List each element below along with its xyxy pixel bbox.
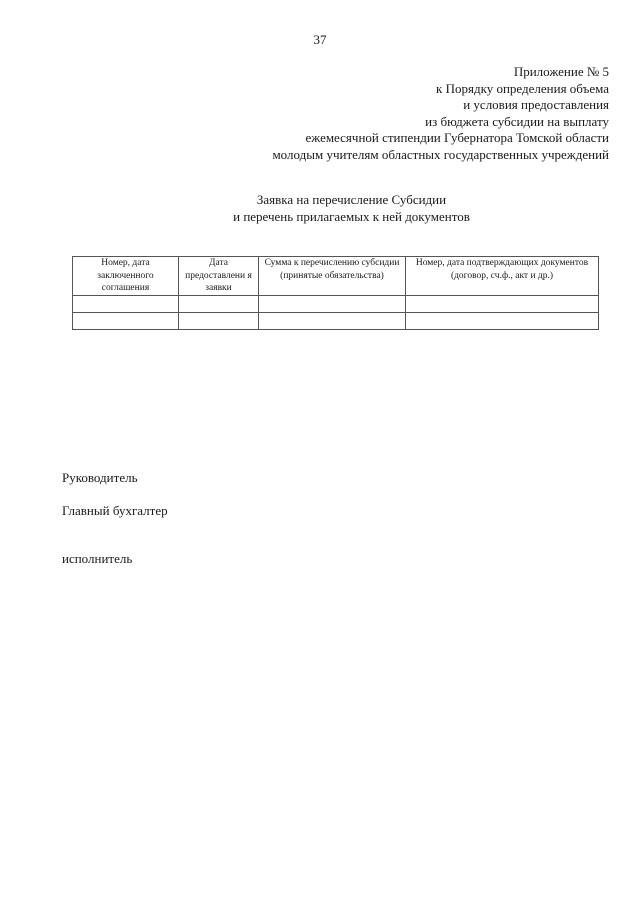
header-subsidy-amount: Сумма к перечислению субсидии (принятые обязательства): [259, 257, 406, 296]
signature-chief-accountant: Главный бухгалтер: [62, 503, 168, 518]
appendix-line: из бюджета субсидии на выплату: [425, 113, 609, 129]
table-cell: [179, 296, 259, 313]
table-row: [73, 296, 599, 313]
title-line-1: Заявка на перечисление Субсидии: [256, 192, 447, 207]
document-title: [0, 192, 640, 225]
appendix-line: и условия предоставления: [463, 97, 609, 113]
header-supporting-documents: Номер, дата подтверждающих документов (договор, сч.ф., акт и др.): [406, 257, 599, 296]
header-agreement-number-date: Номер, дата заключенного соглашения: [73, 257, 179, 296]
appendix-line: молодым учителям областных государственных учреждений: [272, 146, 609, 162]
appendix-line: к Порядку определения объема: [436, 80, 609, 96]
appendix-line: ежемесячной стипендии Губернатора Томской области: [305, 130, 609, 146]
title-line-2: и перечень прилагаемых к ней документов: [233, 208, 470, 224]
table-cell: [406, 296, 599, 313]
table-header-row: [73, 257, 599, 296]
table-cell: [406, 313, 599, 330]
table-cell: [259, 313, 406, 330]
table-row: [73, 313, 599, 330]
appendix-line: Приложение № 5: [513, 64, 609, 79]
signature-head: Руководитель: [62, 470, 138, 485]
request-table: [72, 256, 599, 330]
table-cell: [259, 296, 406, 313]
appendix-header: [272, 64, 609, 164]
signature-executor: исполнитель: [62, 551, 133, 566]
table-cell: [73, 296, 179, 313]
page-number: 37: [313, 32, 327, 47]
header-request-date: Дата предоставлени я заявки: [179, 257, 259, 296]
table-cell: [73, 313, 179, 330]
table-cell: [179, 313, 259, 330]
